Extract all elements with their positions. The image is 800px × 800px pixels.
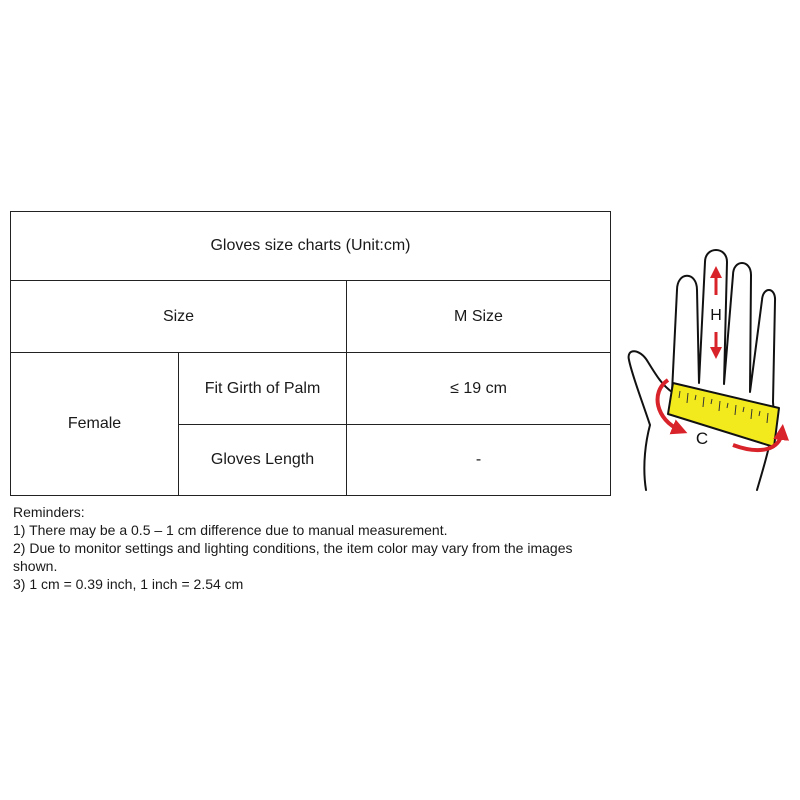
reminder-item: 1) There may be a 0.5 – 1 cm difference due to manual measurement. <box>13 522 448 538</box>
circumference-marker-label: C <box>695 429 709 448</box>
reminder-item: 3) 1 cm = 0.39 inch, 1 inch = 2.54 cm <box>13 576 244 592</box>
hand-measurement-illustration <box>622 240 794 500</box>
size-header-cell: Size <box>11 281 347 353</box>
palm-girth-label: Fit Girth of Palm <box>179 353 347 424</box>
reminders-heading: Reminders: <box>13 504 85 520</box>
gloves-length-label: Gloves Length <box>179 424 347 495</box>
table-title: Gloves size charts (Unit:cm) <box>11 212 611 281</box>
gloves-length-value: - <box>347 424 611 495</box>
measuring-tape <box>668 383 779 447</box>
size-chart-table <box>10 211 611 496</box>
height-marker-label: H <box>710 307 722 324</box>
palm-girth-value: ≤ 19 cm <box>347 353 611 424</box>
reminder-item: 2) Due to monitor settings and lighting conditions, the item color may vary from the images shown. <box>13 540 573 574</box>
reminders-block <box>13 503 603 593</box>
hand-outline <box>629 250 775 490</box>
female-group-cell: Female <box>11 353 179 496</box>
size-value-cell: M Size <box>347 281 611 353</box>
